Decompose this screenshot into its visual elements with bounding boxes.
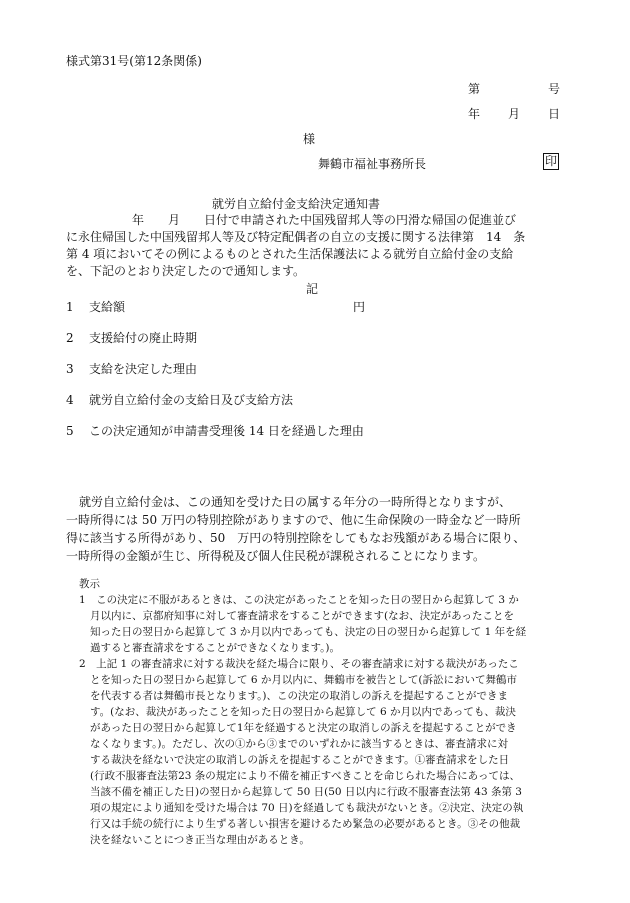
instruction-p1-line-1: 1 この決定に不服があるときは、この決定があったことを知った日の翌日から起算して 3 か	[79, 594, 519, 606]
date-month: 月	[508, 107, 521, 121]
instruction-p2-line-9: 当該不備を補正した日)の翌日から起算して 50 日(50 日以内に行政不服審査法第 43 条第 3	[90, 786, 522, 798]
date-day: 日	[548, 107, 561, 121]
instruction-p1-line-4: 過すると審査請求をすることができなくなります。)。	[90, 642, 341, 654]
instruction-heading: 教示	[79, 578, 100, 590]
item-5-label: この決定通知が申請書受理後 14 日を経過した理由	[89, 424, 364, 438]
item-1-number: 1	[66, 300, 74, 314]
instruction-p2-line-10: 項の規定により通知を受けた場合は 70 日)を経過しても裁決がないとき。②決定、決定の執	[90, 802, 524, 814]
tax-note-line-4: 一時所得の金額が生じ、所得税及び個人住民税が課税されることになります。	[66, 549, 486, 563]
item-4-number: 4	[66, 393, 74, 407]
item-1-label: 支給額	[89, 300, 126, 314]
instruction-p2-line-3: を代表する者は舞鶴市長となります。)、この決定の取消しの訴えを提起することができま	[90, 690, 509, 702]
seal-mark: 印	[545, 154, 558, 168]
addressee-suffix: 様	[303, 132, 316, 146]
intro-line-1: 年 月 日付で申請された中国残留邦人等の円滑な帰国の促進並び	[132, 213, 517, 227]
intro-line-2: に永住帰国した中国残留邦人等及び特定配偶者の自立の支援に関する法律第 14 条	[66, 230, 526, 244]
item-3-label: 支給を決定した理由	[89, 362, 198, 376]
number-label-dai: 第	[468, 82, 481, 96]
date-year: 年	[468, 107, 481, 121]
item-1-unit: 円	[353, 300, 366, 314]
instruction-p2-line-7: する裁決を経ないで決定の取消しの訴えを提起することができます。①審査請求をした日	[90, 754, 510, 766]
instruction-p2-line-1: 2 上記 1 の審査請求に対する裁決を経た場合に限り、その審査請求に対する裁決があったこ	[79, 658, 519, 670]
intro-line-4: を、下記のとおり決定したので通知します。	[66, 264, 306, 278]
instruction-p2-line-6: なくなります。)。ただし、次の①から③までのいずれかに該当するときは、審査請求に対	[90, 738, 509, 750]
ki-heading: 記	[306, 282, 319, 296]
tax-note-line-3: 得に該当する所得があり、50 万円の特別控除をしてもなお残額がある場合に限り、	[66, 531, 526, 545]
instruction-p1-line-3: 知った日の翌日から起算して 3 か月以内であっても、決定の日の翌日から起算して 1 年を経	[90, 626, 527, 638]
form-number: 様式第31号(第12条関係)	[66, 54, 202, 68]
item-2-number: 2	[66, 331, 74, 345]
instruction-p2-line-8: (行政不服審査法第23 条の規定により不備を補正すべきことを命じられた場合にあっては、	[90, 770, 520, 782]
item-2-label: 支援給付の廃止時期	[89, 331, 198, 345]
document-title: 就労自立給付金支給決定通知書	[212, 197, 381, 211]
instruction-p2-line-2: とを知った日の翌日から起算して 6 か月以内に、舞鶴市を被告として(訴訟において舞鶴市	[90, 674, 517, 686]
issuer-name: 舞鶴市福祉事務所長	[318, 157, 427, 171]
instruction-p2-line-12: 決を経ないことにつき正当な理由があるとき。	[90, 834, 310, 846]
instruction-p1-line-2: 月以内に、京都府知事に対して審査請求をすることができます(なお、決定があったことを	[90, 610, 514, 622]
instruction-p2-line-4: す。(なお、裁決があったことを知った日の翌日から起算して 6 か月以内であっても、裁決	[90, 706, 516, 718]
intro-line-3: 第 4 項においてその例によるものとされた生活保護法による就労自立給付金の支給	[66, 247, 514, 261]
item-5-number: 5	[66, 424, 74, 438]
number-label-go: 号	[548, 82, 561, 96]
item-3-number: 3	[66, 362, 74, 376]
tax-note-line-1: 就労自立給付金は、この通知を受けた日の属する年分の一時所得となりますが、	[79, 495, 512, 509]
instruction-p2-line-11: 行又は手続の続行により生ずる著しい損害を避けるため緊急の必要があるとき。③その他裁	[90, 818, 521, 830]
instruction-p2-line-5: があった日の翌日から起算して1年を経過すると決定の取消しの訴えを提起することができ	[90, 722, 517, 734]
tax-note-line-2: 一時所得には 50 万円の特別控除がありますので、他に生命保険の一時金など一時所	[66, 513, 521, 527]
item-4-label: 就労自立給付金の支給日及び支給方法	[89, 393, 294, 407]
